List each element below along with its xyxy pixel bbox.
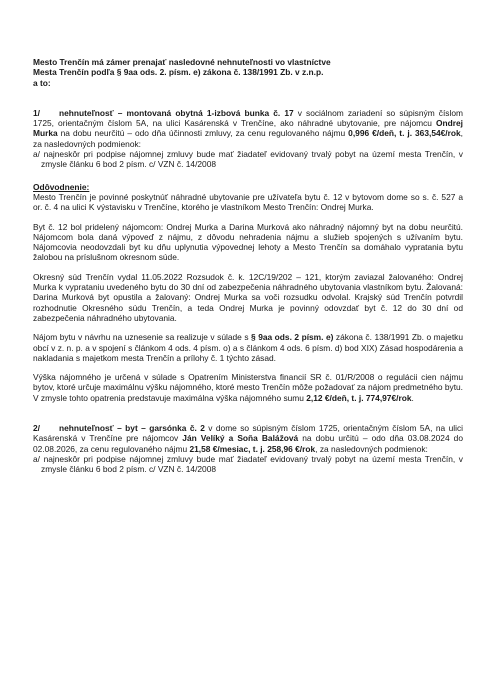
- item-1-tenant: Ondrej Murka: [33, 118, 463, 139]
- item-1-condition: a/ najneskôr pri podpise nájomnej zmluvy bude mať žiadateľ evidovaný trvalý pobyt na území mesta Trenčín, v zmysle článku 6 bod 2 písm. c/ VZN č. 14/2008: [33, 149, 463, 170]
- intro-paragraph: [33, 57, 463, 88]
- item-1-title: nehnuteľnosť – montovaná obytná 1-izbová bunka č. 17: [59, 107, 294, 118]
- item-1-number: 1/: [33, 107, 40, 118]
- item-1-text-b: na dobu neurčitú – odo dňa účinnosti zmluvy, za cenu regulovaného nájmu: [57, 128, 349, 139]
- p5-text-c: .: [411, 392, 414, 403]
- item-2-condition: a/ najneskôr pri podpise nájomnej zmluvy bude mať žiadateľ evidovaný trvalý pobyt na území mesta Trenčín, v zmysle článku 6 bod 2 písm. c/ VZN č. 14/2008: [33, 453, 463, 475]
- item-2-text-a: v dome so súpisným číslom 1725, orientačným číslom 5A, na ulici Kasárenská v Trenčíne pre nájomcov: [33, 423, 463, 444]
- justification-paragraph-3: Okresný súd Trenčín vydal 11.05.2022 Rozsudok č. k. 12C/19/202 – 121, ktorým zaviazal žalovaného: Ondrej Murka k vyprataniu uvedeného bytu do 30 dní od zabezpečenia náhradného ubytovania vlastníkom bytu. Žalovaná: Darina Murková byt opustila a žalovaný: Ondrej Murka sa voči rozsudku odvolal. Krajský súd Trenčín potvrdil rozhodnutie Okresného súdu Trenčín, a teda Ondrej Murka je povinný odovzdať byt č. 12 do 30 dní od zabezpečenia náhradného ubytovania.: [33, 271, 463, 323]
- item-2-title: nehnuteľnosť – byt – garsónka č. 2: [59, 423, 205, 434]
- item-2-paragraph: [33, 423, 463, 454]
- p4-text-c: zákona č. 138/1991 Zb. o majetku obcí v z. n. p. a v spojení s článkom 4 ods. 4 písm. o) a s článkom 4 ods. 6 písm. d) bod XIX) Zásad hospodárenia a nakladania s majetkom mesta Trenčín a prílohy č. 1 týchto zásad.: [33, 332, 463, 363]
- item-1-text-c: , za nasledovných podmienok:: [33, 128, 463, 149]
- intro-line-1: Mesto Trenčín má zámer prenajať nasledovné nehnuteľnosti vo vlastníctve: [33, 57, 331, 67]
- item-2-tenants: Ján Velíký a Soňa Balážová: [182, 433, 299, 444]
- justification-heading-text: Odôvodnenie:: [33, 181, 90, 192]
- p4-law-ref: § 9aa ods. 2 písm. e): [251, 332, 334, 343]
- item-2-text-c: , za nasledovných podmienok:: [315, 443, 428, 454]
- item-1-paragraph: [33, 108, 463, 149]
- item-1-text-a: v sociálnom zariadení so súpisným číslom 1725, orientačným číslom 5A, na ulici Kasárenská v Trenčíne, ako náhradné ubytovanie, pre nájomcu: [33, 107, 463, 129]
- p5-text-a: Výška nájomného je určená v súlade s Opatrením Ministerstva financií SR č. 01/R/2008 o regulácii cien nájmu bytov, ktoré určuje maximálnu výšku nájomného, ktoré mesto Trenčín môže požadovať za nájom predmetného bytu. V zmysle tohto opatrenia predstavuje maximálna výška nájomného sumu: [33, 372, 463, 403]
- justification-paragraph-4: [33, 332, 463, 363]
- justification-paragraph-1: Mesto Trenčín je povinné poskytnúť náhradné ubytovanie pre užívateľa bytu č. 12 v bytovom dome so s. č. 527 a or. č. 4 na ulici K výstavisku v Trenčíne, ktorého je vlastníkom Mesto Trenčín: Ondrej Murka.: [33, 191, 463, 213]
- justification-paragraph-2: Byt č. 12 bol pridelený nájomcom: Ondrej Murka a Darina Murková ako náhradný nájomný byt na dobu neurčitú. Nájomcom bola daná výpoveď z nájmu, z dôvodu nehradenia nájmu a služieb spojených s užívaním bytu. Nájomcovia neodovzdali byt ku dňu uplynutia výpovednej lehoty a Mesto Trenčín sa domáhalo vypratania bytu žalobou na príslušnom okresnom súde.: [33, 221, 463, 263]
- intro-line-2: Mesta Trenčín podľa § 9aa ods. 2. písm. e) zákona č. 138/1991 Zb. v z.n.p.: [33, 67, 324, 78]
- item-1-price: 0,996 €/deň, t. j. 363,54€/rok: [348, 128, 461, 139]
- document-body: [33, 57, 463, 475]
- p5-max-price: 2,12 €/deň, t. j. 774,97€/rok: [306, 392, 412, 403]
- p4-text-a: Nájom bytu v návrhu na uznesenie sa realizuje v súlade s: [33, 332, 252, 343]
- item-2-text-b: na dobu určitú – odo dňa 03.08.2024 do 02.08.2026, za cenu regulovaného nájmu: [33, 433, 463, 454]
- justification-heading: [33, 182, 463, 192]
- item-2-price: 21,58 €/mesiac, t. j. 258,96 €/rok: [189, 443, 316, 454]
- justification-paragraph-5: [33, 372, 463, 403]
- item-2-number: 2/: [33, 423, 40, 434]
- intro-line-3: a to:: [33, 77, 51, 88]
